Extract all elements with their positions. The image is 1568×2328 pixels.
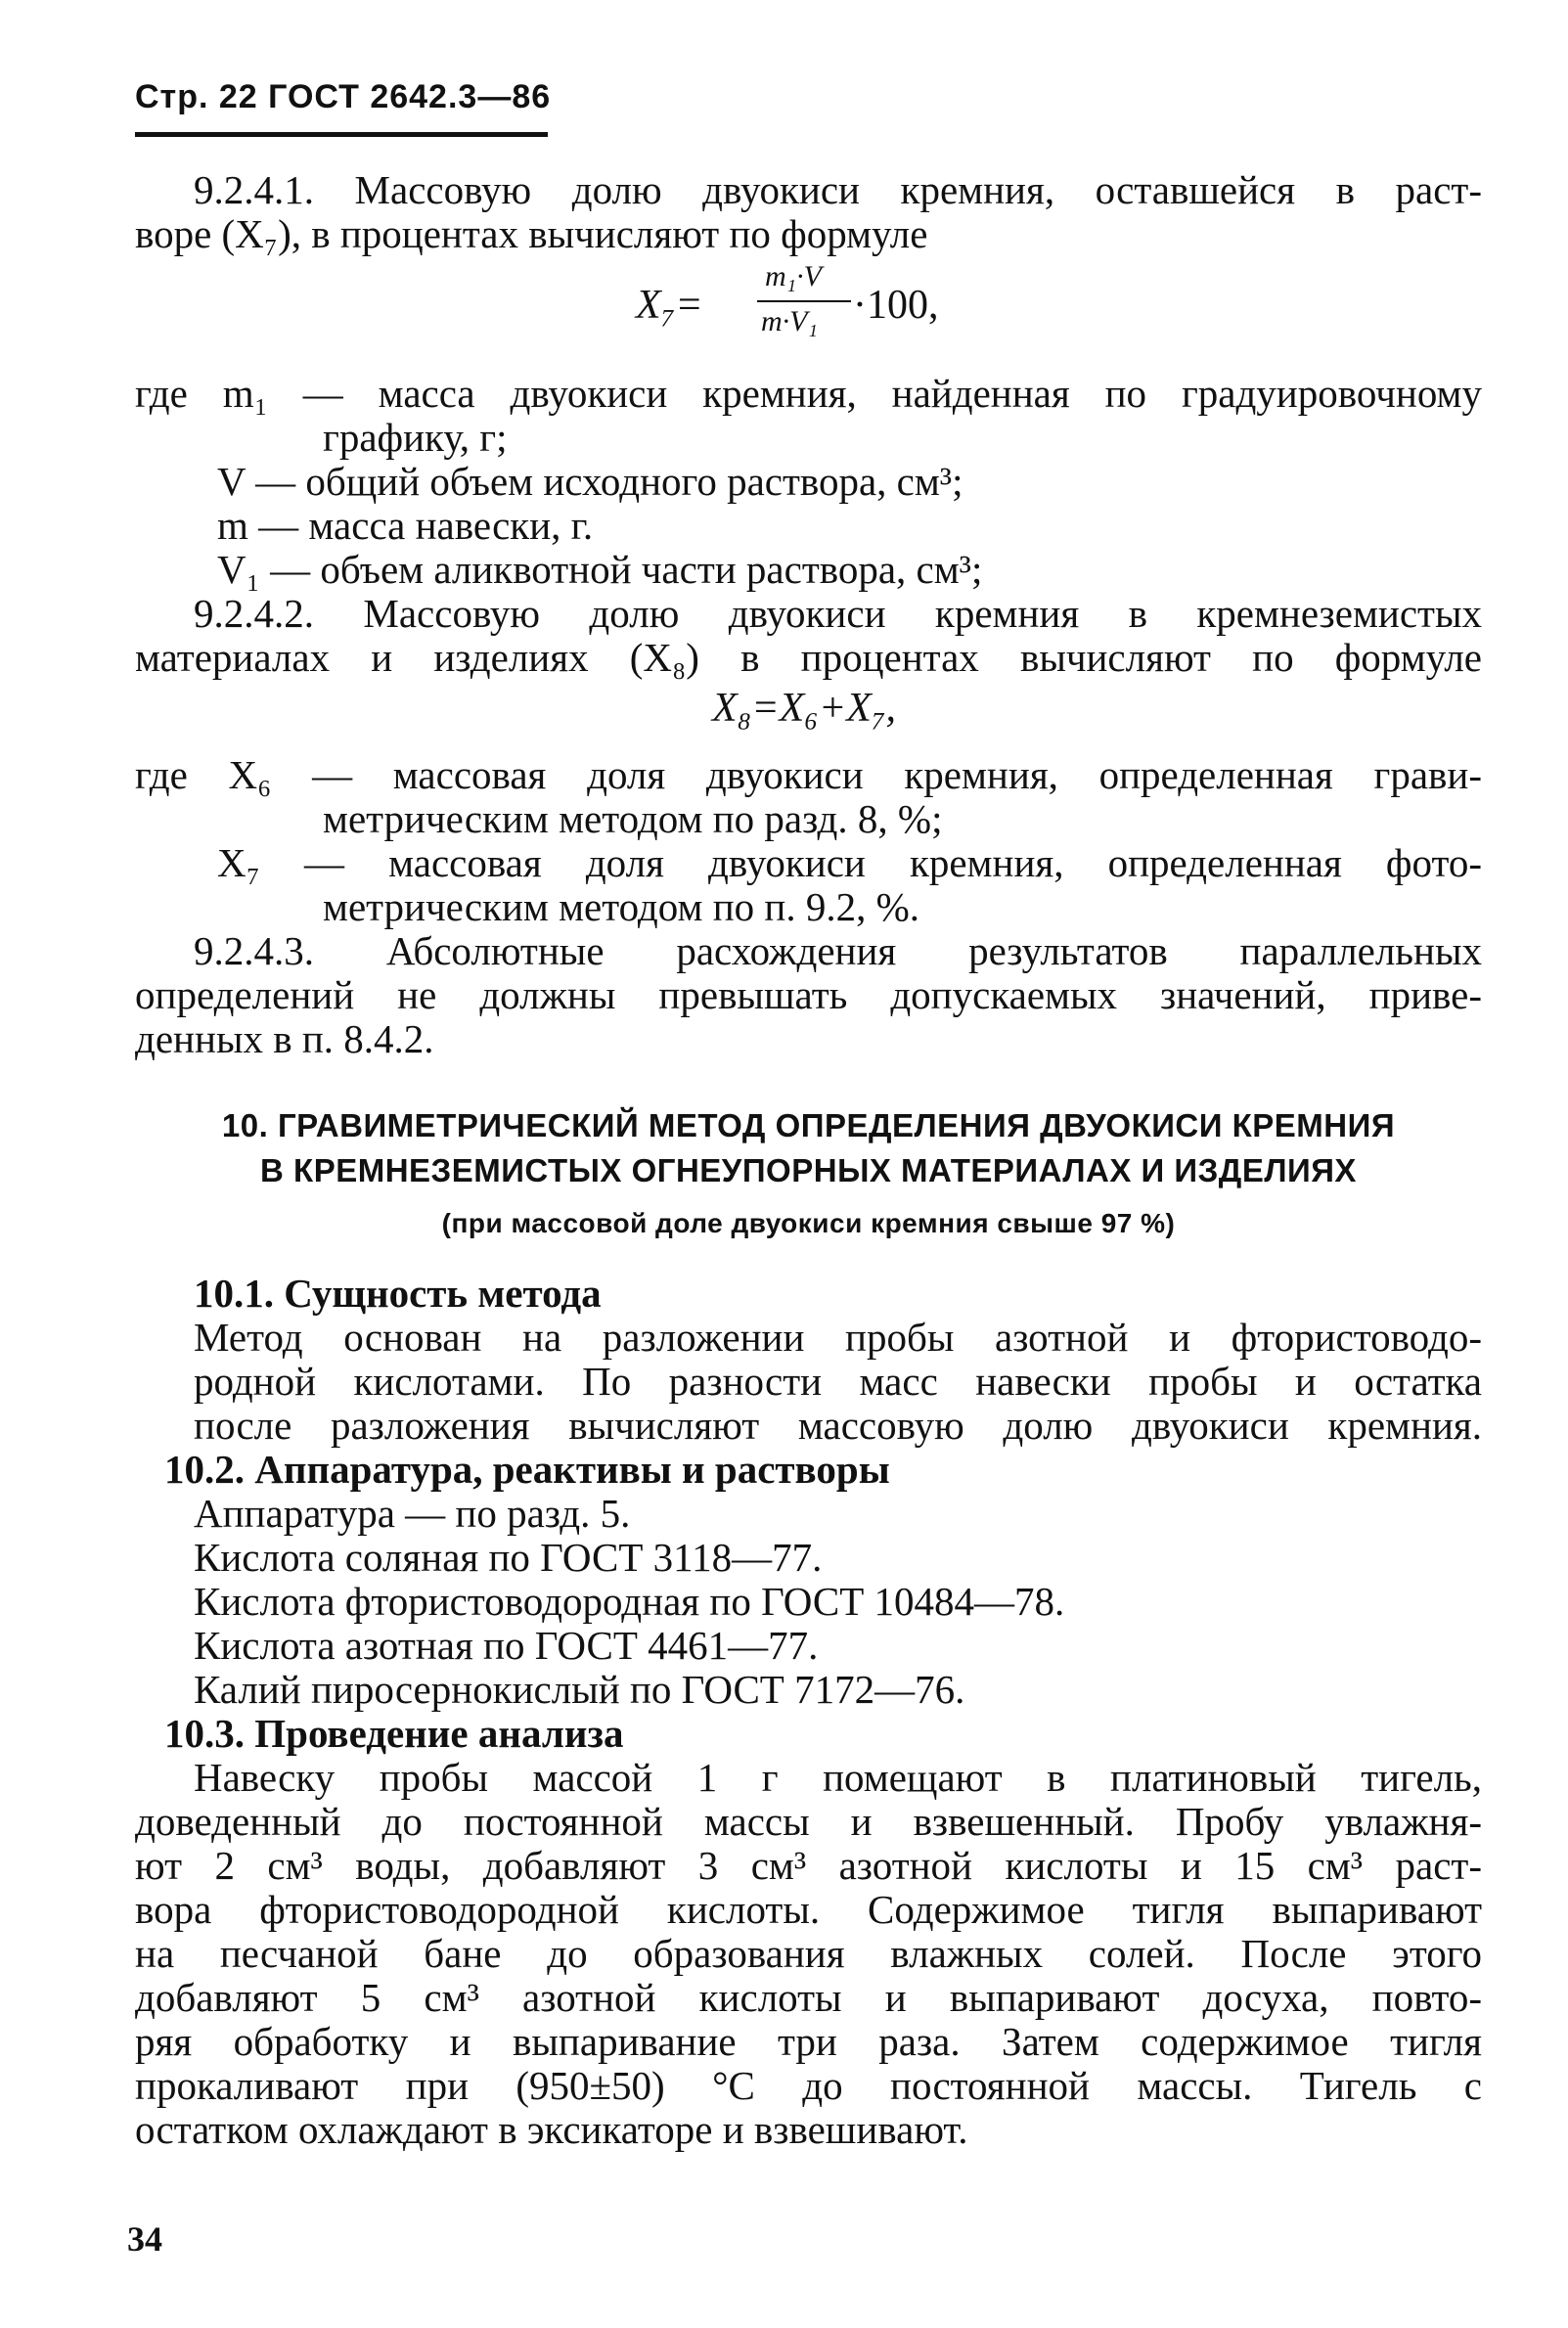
where-x7-line-1: X₇ — массовая доля двуокиси кремния, определенная фото- (217, 840, 1482, 885)
paragraph-10-1-line-2: родной кислотами. По разности масс навески пробы и остатка (194, 1359, 1482, 1404)
paragraph-9241-line-2: воре (X₇), в процентах вычисляют по формуле (135, 211, 928, 256)
formula-x7-lhs: X₇= (636, 283, 703, 328)
paragraph-10-3-line-5: на песчаной бане до образования влажных солей. После этого (135, 1931, 1482, 1976)
where-m1-line-1: где m₁ — масса двуокиси кремния, найденная по градуировочному (135, 371, 1482, 416)
formula-x7-tail: ·100, (853, 283, 939, 328)
paragraph-10-1-line-3: после разложения вычисляют массовую долю двуокиси кремния. (194, 1403, 1482, 1448)
where-x6-line-2: метрическим методом по разд. 8, %; (323, 796, 943, 841)
paragraph-10-3-line-6: добавляют 5 см³ азотной кислоты и выпаривают досуха, повто- (135, 1975, 1482, 2020)
where-x6-line-1: где X₆ — массовая доля двуокиси кремния, определенная грави- (135, 752, 1482, 797)
formula-x7-denominator: m·V₁ (761, 305, 818, 337)
reagent-item: Кислота азотная по ГОСТ 4461—77. (194, 1623, 819, 1668)
where-v1: V₁ — объем аликвотной части раствора, см³; (217, 547, 983, 592)
running-header: Стр. 22 ГОСТ 2642.3—86 (135, 78, 548, 137)
paragraph-9243-line-2: определений не должны превышать допускаемых значений, приве- (135, 972, 1482, 1017)
where-v: V — общий объем исходного раствора, см³; (217, 459, 963, 504)
paragraph-10-3-line-3: ют 2 см³ воды, добавляют 3 см³ азотной кислоты и 15 см³ раст- (135, 1843, 1482, 1888)
heading-10-1: 10.1. Сущность метода (194, 1271, 602, 1316)
reagent-item: Аппаратура — по разд. 5. (194, 1491, 631, 1536)
paragraph-9242-line-2: материалах и изделиях (X₈) в процентах вычисляют по формуле (135, 635, 1482, 680)
section-10-title-line-2: В КРЕМНЕЗЕМИСТЫХ ОГНЕУПОРНЫХ МАТЕРИАЛАХ И ИЗДЕЛИЯХ (260, 1152, 1357, 1188)
paragraph-10-3-line-1: Навеску пробы массой 1 г помещают в платиновый тигель, (194, 1755, 1482, 1800)
section-10-subtitle: (при массовой доле двуокиси кремния свыше 97 %) (441, 1208, 1176, 1238)
paragraph-10-3-line-7: ряя обработку и выпаривание три раза. Затем содержимое тигля (135, 2019, 1482, 2064)
section-10-title-line-1: 10. ГРАВИМЕТРИЧЕСКИЙ МЕТОД ОПРЕДЕЛЕНИЯ ДВУОКИСИ КРЕМНИЯ (221, 1107, 1396, 1143)
where-m1-line-2: графику, г; (323, 415, 508, 460)
reagent-item: Кислота фтористоводородная по ГОСТ 10484—78. (194, 1579, 1065, 1624)
paragraph-9242-line-1: 9.2.4.2. Массовую долю двуокиси кремния в кремнеземистых (194, 591, 1482, 636)
paragraph-10-1-line-1: Метод основан на разложении пробы азотной и фтористоводо- (194, 1315, 1482, 1360)
where-m: m — масса навески, г. (217, 503, 594, 548)
paragraph-10-3-line-2: доведенный до постоянной массы и взвешенный. Пробу увлажня- (135, 1799, 1482, 1844)
paragraph-9241-line-1: 9.2.4.1. Массовую долю двуокиси кремния, оставшейся в раст- (194, 167, 1482, 212)
reagent-item: Калий пиросернокислый по ГОСТ 7172—76. (194, 1667, 965, 1712)
heading-10-2: 10.2. Аппаратура, реактивы и растворы (164, 1447, 890, 1492)
paragraph-10-3-line-9: остатком охлаждают в эксикаторе и взвешивают. (135, 2107, 968, 2152)
paragraph-10-3-line-8: прокаливают при (950±50) °С до постоянной массы. Тигель с (135, 2063, 1482, 2108)
fraction-bar (757, 300, 851, 302)
reagent-item: Кислота соляная по ГОСТ 3118—77. (194, 1535, 823, 1580)
formula-x8: X₈=X₆+X₇, (712, 686, 896, 731)
paragraph-9243-line-3: денных в п. 8.4.2. (135, 1016, 434, 1061)
paragraph-9243-line-1: 9.2.4.3. Абсолютные расхождения результатов параллельных (194, 928, 1482, 973)
paragraph-10-3-line-4: вора фтористоводородной кислоты. Содержимое тигля выпаривают (135, 1887, 1482, 1932)
formula-x7-numerator: m₁·V (765, 260, 822, 292)
page-number: 34 (127, 2219, 162, 2259)
where-x7-line-2: метрическим методом по п. 9.2, %. (323, 884, 919, 929)
heading-10-3: 10.3. Проведение анализа (164, 1711, 624, 1756)
